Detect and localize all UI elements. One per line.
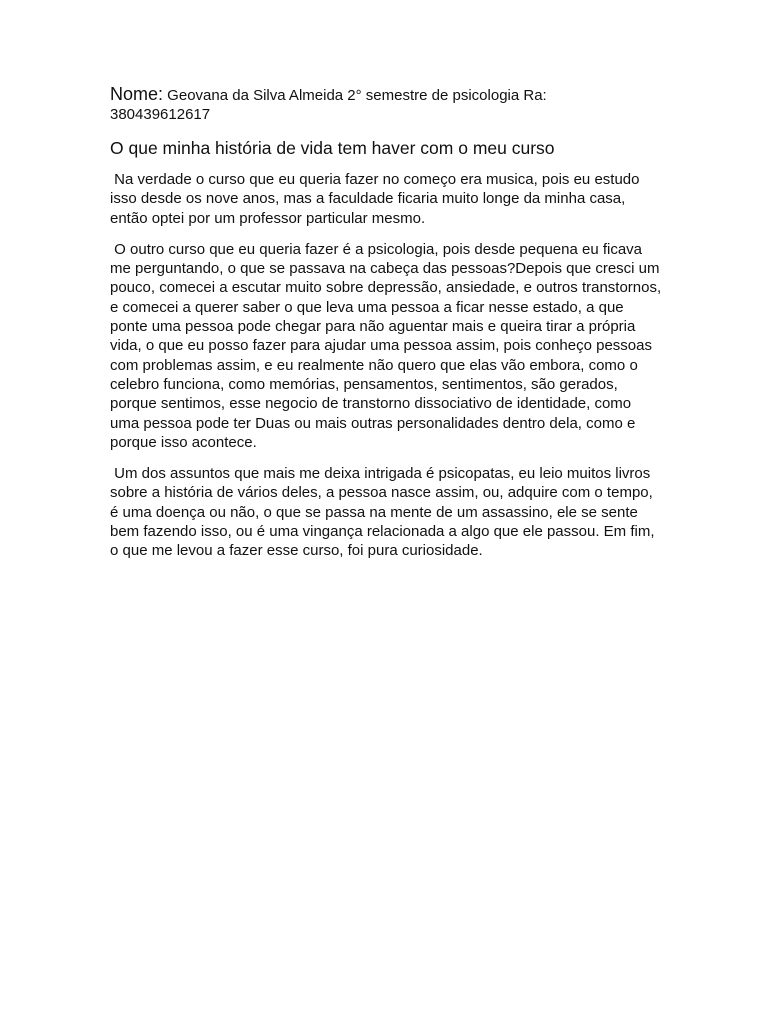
paragraph-3: Um dos assuntos que mais me deixa intrigada é psicopatas, eu leio muitos livros sobre a história de vários deles, a pessoa nasce assim, ou, adquire com o tempo, é uma doença ou não, o que se passa na mente de um assassino, ele se sente bem fazendo isso, ou é uma vingança relacionada a algo que ele passou. Em fim, o que me levou a fazer esse curso, foi pura curiosidade. xyxy=(110,465,659,560)
ra-number: 380439612617 xyxy=(110,106,211,123)
student-header xyxy=(110,85,662,105)
document-title: O que minha história de vida tem haver com o meu curso xyxy=(110,138,555,158)
paragraph-1: Na verdade o curso que eu queria fazer no começo era musica, pois eu estudo isso desde os nove anos, mas a faculdade ficaria muito longe da minha casa, então optei por um professor particular mesmo. xyxy=(110,171,644,227)
paragraph-2: O outro curso que eu queria fazer é a psicologia, pois desde pequena eu ficava me perguntando, o que se passava na cabeça das pessoas?Depois que cresci um pouco, comecei a escutar muito sobre depressão, ansiedade, e outros transtornos, e comecei a querer saber o que leva uma pessoa a ficar nesse estado, a que ponte uma pessoa pode chegar para não aguentar mais e queira tirar a própria vida, o que eu posso fazer para ajudar uma pessoa assim, pois conheço pessoas com problemas assim, e eu realmente não quero que elas vão embora, como o celebro funciona, como memórias, pensamentos, sentimentos, são gerados, porque sentimos, esse negocio de transtorno dissociativo de identidade, como uma pessoa pode ter Duas ou mais outras personalidades dentro dela, como e porque isso acontece. xyxy=(110,240,666,451)
document-body xyxy=(110,84,666,561)
name-label: Nome: xyxy=(110,84,164,104)
student-info: Geovana da Silva Almeida 2° semestre de psicologia Ra: xyxy=(163,87,547,104)
